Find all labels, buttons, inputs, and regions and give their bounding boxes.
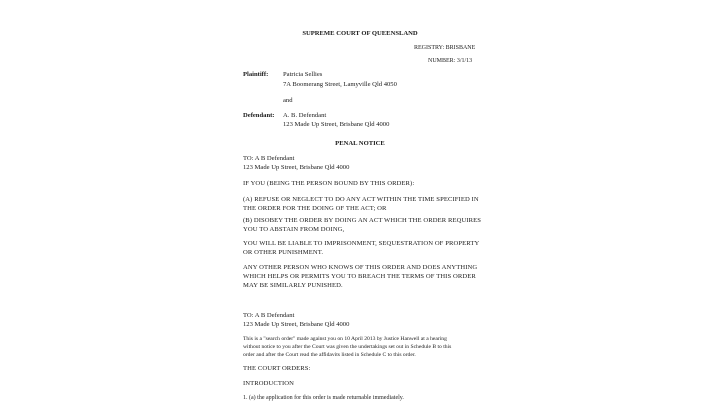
other-line-3: MAY BE SIMILARLY PUNISHED. xyxy=(243,282,343,289)
to-line-1: TO: A B Defendant xyxy=(243,155,295,162)
para-a-line-1: (A) REFUSE OR NEGLECT TO DO ANY ACT WITHIN THE TIME SPECIFIED IN xyxy=(243,196,479,203)
to-address-1: 123 Made Up Street, Brisbane Qld 4000 xyxy=(243,164,350,171)
para-b-line-2: YOU TO ABSTAIN FROM DOING, xyxy=(243,226,345,233)
para-b-line-1: (B) DISOBEY THE ORDER BY DOING AN ACT WHICH THE ORDER REQUIRES xyxy=(243,217,482,224)
defendant-name: A. B. Defendant xyxy=(283,112,327,119)
introduction-heading: INTRODUCTION xyxy=(243,380,295,387)
defendant-label: Defendant: xyxy=(243,112,275,119)
body-line-1: This is a "search order" made against you on 10 April 2013 by Justice Hanwell at a hearing xyxy=(243,336,447,342)
plaintiff-name: Patricia Sellies xyxy=(283,71,323,78)
body-line-2: without notice to you after the Court was given the undertakings set out in Schedule B to this xyxy=(243,344,452,350)
other-line-1: ANY OTHER PERSON WHO KNOWS OF THIS ORDER AND DOES ANYTHING xyxy=(243,264,478,271)
other-line-2: WHICH HELPS OR PERMITS YOU TO BREACH THE TERMS OF THIS ORDER xyxy=(243,273,476,280)
plaintiff-label: Plaintiff: xyxy=(243,71,269,78)
and-word: and xyxy=(283,97,293,104)
to-address-2: 123 Made Up Street, Brisbane Qld 4000 xyxy=(243,321,350,328)
registry-line: REGISTRY: BRISBANE xyxy=(414,45,476,51)
bound-line: IF YOU (BEING THE PERSON BOUND BY THIS ORDER): xyxy=(243,180,415,187)
liable-line-1: YOU WILL BE LIABLE TO IMPRISONMENT, SEQUESTRATION OF PROPERTY xyxy=(243,240,480,247)
body-line-3: order and after the Court read the affidavits listed in Schedule C to this order. xyxy=(243,352,416,358)
plaintiff-address: 7A Boomerang Street, Lamyville Qld 4050 xyxy=(283,81,397,88)
defendant-address: 123 Made Up Street, Brisbane Qld 4000 xyxy=(283,121,390,128)
court-title: SUPREME COURT OF QUEENSLAND xyxy=(302,30,418,37)
order-item-1: 1. (a) the application for this order is made returnable immediately. xyxy=(243,395,404,401)
court-orders-heading: THE COURT ORDERS: xyxy=(243,365,311,372)
para-a-line-2: THE ORDER FOR THE DOING OF THE ACT; OR xyxy=(243,205,387,212)
number-line: NUMBER: 3/1/13 xyxy=(428,58,473,64)
to-line-2: TO: A B Defendant xyxy=(243,312,295,319)
notice-heading: PENAL NOTICE xyxy=(335,140,385,147)
liable-line-2: OR OTHER PUNISHMENT. xyxy=(243,249,324,256)
